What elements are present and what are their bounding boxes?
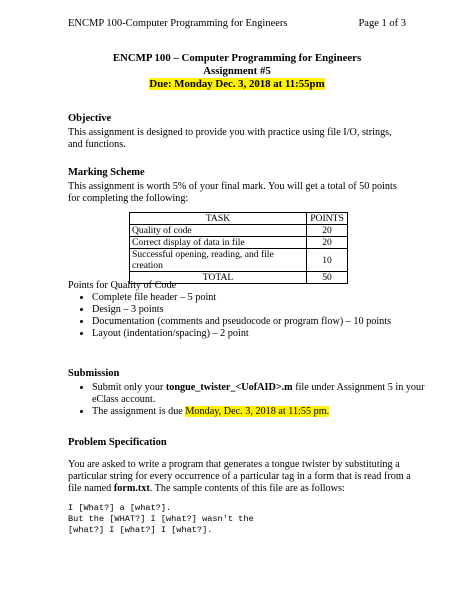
list-item: • Layout (indentation/spacing) – 2 point [92,328,432,340]
submission-text: Submit only your [92,382,166,393]
course-title: ENCMP 100 – Computer Programming for Engineers [112,52,362,64]
total-label: TOTAL [130,272,307,284]
header-page-number: Page 1 of 3 [358,18,406,29]
assignment-title: Assignment #5 [203,65,271,77]
submission-filename: tongue_twister_<UofAID>.m [165,382,293,393]
col-task: TASK [130,213,307,225]
objective-text: This assignment is designed to provide you with practice using file I/O, strings, and functions. [68,127,392,150]
problem-text-body: You are asked to write a program that generates a tongue twister by substituting a particular string for every occurrence of a particular tag in a form that is read from a file named [68,459,411,494]
list-item: • Complete file header – 5 point [92,292,432,304]
code-line: I [What?] a [what?]. [68,503,172,513]
list-item: • Documentation (comments and pseudocode or program flow) – 10 points [92,316,432,328]
task-cell: Successful opening, reading, and file creation [130,249,307,272]
page-header [68,18,406,29]
table-row [130,225,348,237]
header-course: ENCMP 100-Computer Programming for Engineers [68,18,288,29]
submission-heading: Submission [68,368,120,379]
col-points: POINTS [307,213,348,225]
task-cell: Correct display of data in file [130,237,307,249]
title-block [0,52,474,91]
submission-due-highlight: Monday, Dec. 3, 2018 at 11:55 pm. [185,406,330,417]
submission-list [68,382,432,418]
due-date-highlight: Due: Monday Dec. 3, 2018 at 11:55pm [149,78,325,90]
points-cell: 20 [307,225,348,237]
code-line: [what?] I [what?] I [what?]. [68,525,213,535]
problem-text [68,459,413,495]
code-line: But the [WHAT?] I [what?] wasn't the [68,514,254,524]
problem-text-tail: . The sample contents of this file are as follows: [149,483,345,494]
quality-list [68,292,432,340]
total-points: 50 [307,272,348,284]
objective-heading: Objective [68,113,112,124]
problem-filename: form.txt [113,483,150,494]
table-header-row [130,213,348,225]
list-item [92,382,432,406]
quality-intro: Points for Quality of Code [68,280,177,291]
code-sample [68,503,254,536]
marking-text: This assignment is worth 5% of your final mark. You will get a total of 50 points for completing the following: [68,181,397,204]
problem-heading: Problem Specification [68,437,167,448]
points-cell: 10 [307,249,348,272]
table-row [130,237,348,249]
task-cell: Quality of code [130,225,307,237]
submission-text: The assignment is due [92,406,186,417]
marking-table [129,212,348,284]
points-cell: 20 [307,237,348,249]
marking-heading: Marking Scheme [68,167,145,178]
table-row [130,249,348,272]
list-item: • Design – 3 points [92,304,432,316]
list-item [92,406,432,418]
submission-text: file under Assignment 5 in your eClass account. [92,382,425,405]
